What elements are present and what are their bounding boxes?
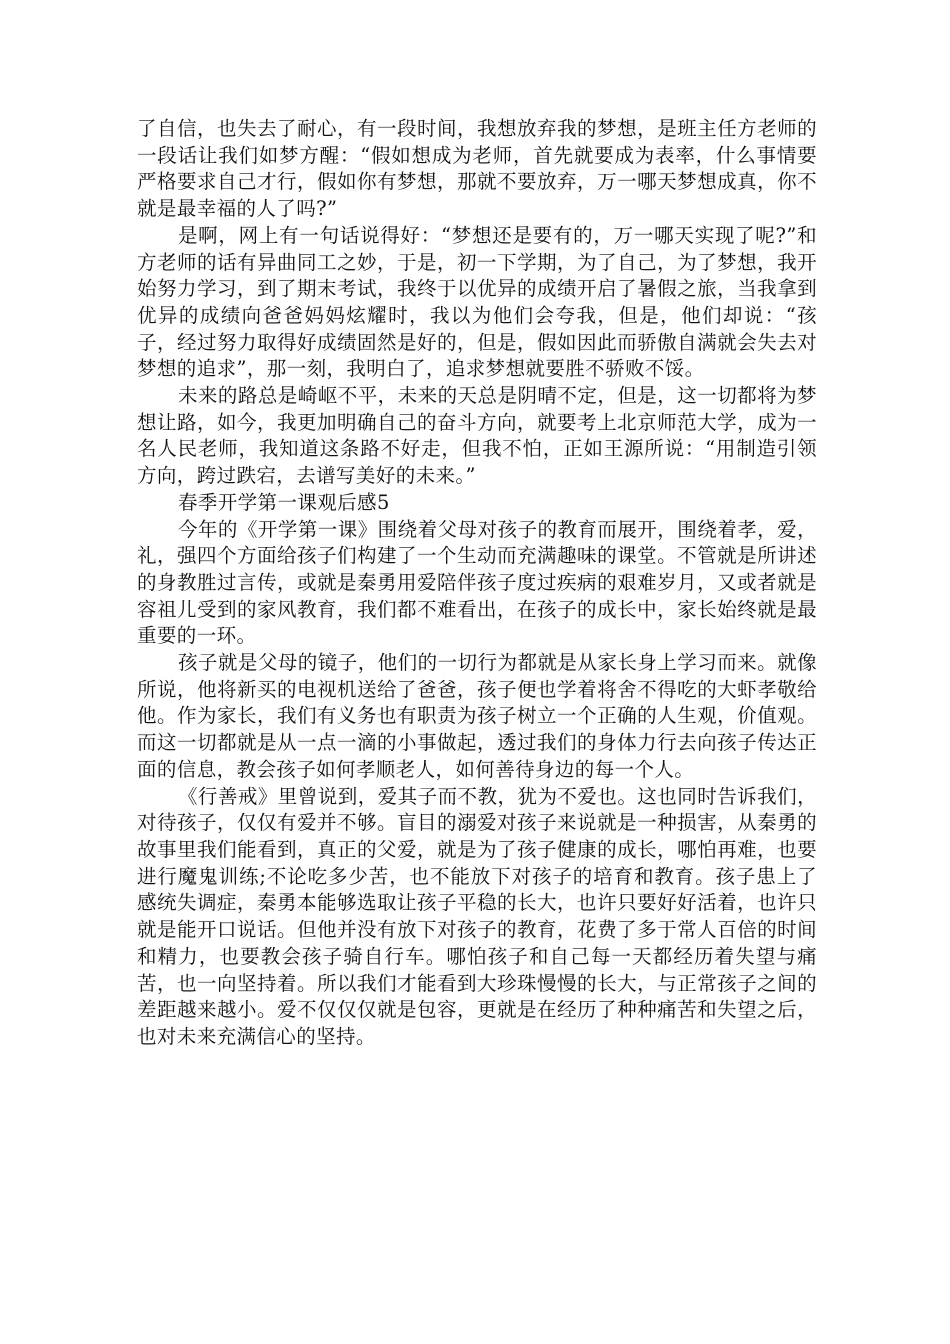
paragraph-6: 《行善戒》里曾说到，爱其子而不教，犹为不爱也。这也同时告诉我们，对待孩子，仅仅有爱并不够。盲目的溺爱对孩子来说就是一种损害，从秦勇的故事里我们能看到，真正的父爱，就是为了孩子健康的成长，哪怕再难，也要进行魔鬼训练;不论吃多少苦，也不能放下对孩子的培育和教育。孩子患上了感统失调症，秦勇本能够选取让孩子平稳的长大，也许只要好好活着，也许只就是能开口说话。但他并没有放下对孩子的教育，花费了多于常人百倍的时间和精力，也要教会孩子骑自行车。哪怕孩子和自己每一天都经历着失望与痛苦，也一向坚持着。所以我们才能看到大珍珠慢慢的长大，与正常孩子之间的差距越来越小。爱不仅仅仅就是包容，更就是在经历了种种痛苦和失望之后，也对未来充满信心的坚持。 (137, 784, 817, 1048)
paragraph-2: 是啊，网上有一句话说得好：“梦想还是要有的，万一哪天实现了呢?”和方老师的话有异曲同工之妙，于是，初一下学期，为了自己，为了梦想，我开始努力学习，到了期末考试，我终于以优异的成绩开启了暑假之旅，当我拿到优异的成绩向爸爸妈妈炫耀时，我以为他们会夸我，但是，他们却说：“孩子，经过努力取得好成绩固然是好的，但是，假如因此而骄傲自满就会失去对梦想的追求”，那一刻，我明白了，追求梦想就要胜不骄败不馁。 (137, 223, 817, 381)
section-heading: 春季开学第一课观后感5 (177, 490, 390, 514)
paragraph-3: 未来的路总是崎岖不平，未来的天总是阴晴不定，但是，这一切都将为梦想让路，如今，我更加明确自己的奋斗方向，就要考上北京师范大学，成为一名人民老师，我知道这条路不好走，但我不怕，正如王源所说：“用制造引领方向，跨过跌宕，去谱写美好的未来。” (137, 384, 817, 488)
paragraph-4: 今年的《开学第一课》围绕着父母对孩子的教育而展开，围绕着孝，爱，礼，强四个方面给孩子们构建了一个生动而充满趣味的课堂。不管就是所讲述的身教胜过言传，或就是秦勇用爱陪伴孩子度过疾病的艰难岁月，又或者就是容祖儿受到的家风教育，我们都不难看出，在孩子的成长中，家长始终就是最重要的一环。 (137, 517, 817, 648)
paragraph-1: 了自信，也失去了耐心，有一段时间，我想放弃我的梦想，是班主任方老师的一段话让我们如梦方醒：“假如想成为老师，首先就要成为表率，什么事情要严格要求自己才行，假如你有梦想，那就不要放弃，万一哪天梦想成真，你不就是最幸福的人了吗?” (137, 117, 817, 221)
paragraph-5: 孩子就是父母的镜子，他们的一切行为都就是从家长身上学习而来。就像所说，他将新买的电视机送给了爸爸，孩子便也学着将舍不得吃的大虾孝敬给他。作为家长，我们有义务也有职责为孩子树立一个正确的人生观，价值观。而这一切都就是从一点一滴的小事做起，透过我们的身体力行去向孩子传达正面的信息，教会孩子如何孝顺老人，如何善待身边的每一个人。 (137, 651, 817, 781)
document-body (137, 116, 817, 1051)
